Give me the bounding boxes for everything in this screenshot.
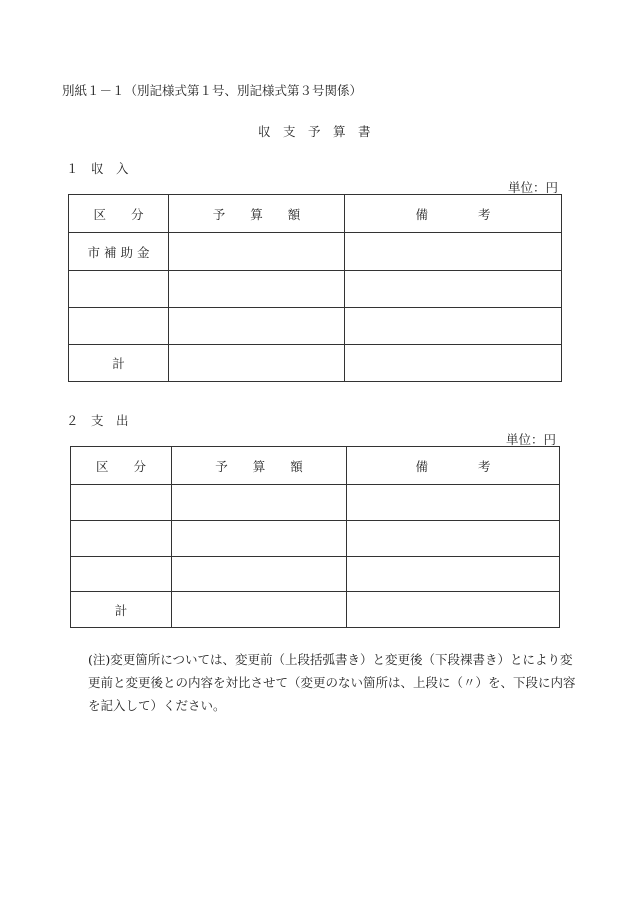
column-header: 区 分: [69, 195, 169, 233]
table-row: [71, 485, 560, 521]
total-row: [69, 345, 562, 382]
table-row: [69, 233, 562, 271]
column-header: 予 算 額: [172, 447, 347, 485]
table-row: [71, 557, 560, 592]
column-header: 備 考: [345, 195, 562, 233]
income-heading: １ 収 入: [66, 161, 129, 176]
note-line: (注)変更箇所については、変更前（上段括弧書き）と変更後（下段裸書き）とにより変: [88, 652, 573, 667]
remarks-cell: [345, 308, 562, 345]
amount-cell: [169, 345, 345, 382]
amount-cell: [169, 271, 345, 308]
table-header-row: [69, 195, 562, 233]
remarks-cell: [347, 557, 560, 592]
remarks-cell: [347, 521, 560, 557]
category-cell: [71, 557, 172, 592]
remarks-cell: [345, 233, 562, 271]
total-row: [71, 592, 560, 628]
category-cell: [71, 485, 172, 521]
amount-cell: [172, 485, 347, 521]
total-label: 計: [71, 592, 172, 628]
table-row: [69, 271, 562, 308]
amount-cell: [169, 308, 345, 345]
amount-cell: [172, 557, 347, 592]
table-header-row: [71, 447, 560, 485]
remarks-cell: [345, 345, 562, 382]
table-row: [69, 308, 562, 345]
remarks-cell: [347, 592, 560, 628]
income-table: [68, 194, 562, 382]
remarks-cell: [345, 271, 562, 308]
category-cell: [69, 308, 169, 345]
category-cell: 市 補 助 金: [69, 233, 169, 271]
expense-table: [70, 446, 560, 628]
amount-cell: [172, 592, 347, 628]
amount-cell: [172, 521, 347, 557]
document-title: 収 支 予 算 書: [258, 124, 371, 139]
expense-unit: 単位：円: [506, 432, 557, 447]
column-header: 区 分: [71, 447, 172, 485]
note-line: を記入して）ください。: [88, 698, 226, 713]
table-row: [71, 521, 560, 557]
category-cell: [69, 271, 169, 308]
form-reference: 別紙１－１（別記様式第１号、別記様式第３号関係）: [62, 83, 363, 98]
remarks-cell: [347, 485, 560, 521]
total-label: 計: [69, 345, 169, 382]
amount-cell: [169, 233, 345, 271]
expense-heading: ２ 支 出: [66, 413, 129, 428]
income-unit: 単位：円: [508, 180, 559, 195]
column-header: 備 考: [347, 447, 560, 485]
category-cell: [71, 521, 172, 557]
note-line: 更前と変更後との内容を対比させて（変更のない箇所は、上段に（〃）を、下段に内容: [88, 675, 576, 690]
column-header: 予 算 額: [169, 195, 345, 233]
